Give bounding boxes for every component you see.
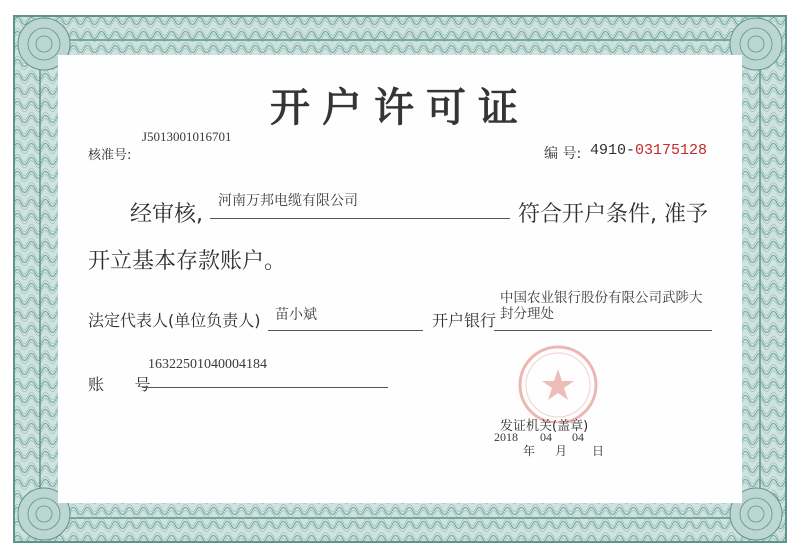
review-label: 经审核, [130, 202, 203, 227]
year-char: 年 [523, 444, 536, 458]
account-underline [142, 387, 388, 388]
approval-number: J5013001016701 [142, 129, 232, 144]
rep-label: 法定代表人(单位负责人) [88, 311, 261, 330]
company-underline [210, 218, 510, 219]
conditions-text: 符合开户条件, 准予 [518, 202, 708, 227]
day-char: 日 [592, 444, 605, 458]
bank-underline [494, 330, 712, 331]
open-account-text: 开立基本存款账户。 [88, 249, 287, 274]
bank-label: 开户银行 [432, 311, 497, 330]
account-label: 账 号 [88, 375, 151, 394]
serial-label: 编 号: [544, 146, 582, 162]
bank-name [500, 290, 703, 322]
serial-prefix: 4910- [590, 142, 636, 159]
company-name: 河南万邦电缆有限公司 [218, 193, 358, 209]
date-day: 04 [572, 430, 584, 444]
account-number: 16322501040004184 [148, 357, 267, 372]
bank-name-line1: 中国农业银行股份有限公司武陟大 [500, 290, 703, 306]
official-seal-icon [506, 335, 610, 423]
date-month: 04 [540, 430, 552, 444]
rep-name: 苗小斌 [275, 307, 317, 323]
month-char: 月 [555, 444, 568, 458]
rep-underline [268, 330, 423, 331]
issuer-label: 发证机关(盖章) [500, 419, 589, 434]
date-year: 2018 [494, 430, 518, 444]
bank-name-line2: 封分理处 [500, 306, 554, 322]
approval-label: 核准号: [88, 148, 132, 163]
serial-number [590, 142, 707, 159]
serial-suffix: 03175128 [635, 142, 708, 159]
certificate-title: 开户许可证 [270, 84, 530, 131]
